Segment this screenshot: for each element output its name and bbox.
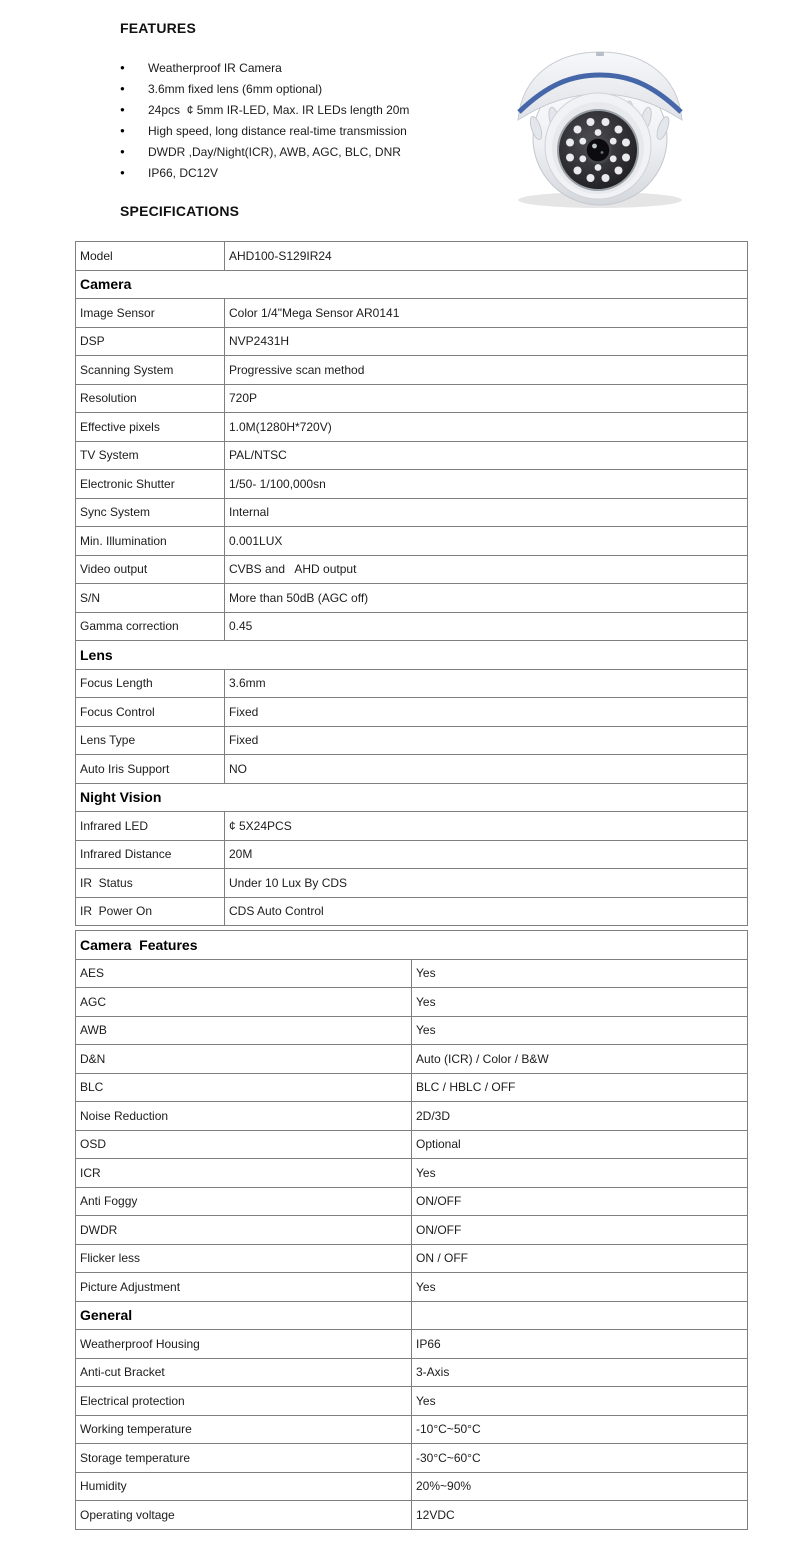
spec-table	[75, 241, 748, 1530]
spec-label: Anti Foggy	[76, 1187, 412, 1216]
spec-value: 2D/3D	[412, 1102, 748, 1131]
spec-label: AWB	[76, 1016, 412, 1045]
spec-row	[76, 812, 748, 841]
section-header-row	[76, 783, 748, 812]
spec-row	[76, 869, 748, 898]
spec-value: Internal	[225, 498, 748, 527]
spec-label: Humidity	[76, 1472, 412, 1501]
spec-label: Picture Adjustment	[76, 1273, 412, 1302]
spec-value: IP66	[412, 1330, 748, 1359]
spec-value: 1/50- 1/100,000sn	[225, 470, 748, 499]
bullet-icon: ●	[120, 104, 125, 114]
spec-label: Focus Length	[76, 669, 225, 698]
feature-text: 24pcs ¢ 5mm IR-LED, Max. IR LEDs length 20m	[148, 102, 410, 117]
spec-label: S/N	[76, 584, 225, 613]
spec-row	[76, 1472, 748, 1501]
spec-value: 1.0M(1280H*720V)	[225, 413, 748, 442]
spec-value: Yes	[412, 1387, 748, 1416]
section-header-row	[76, 1301, 748, 1330]
spec-value: Yes	[412, 1273, 748, 1302]
spec-row	[76, 698, 748, 727]
spec-label: BLC	[76, 1073, 412, 1102]
spec-row	[76, 840, 748, 869]
spec-value: ON/OFF	[412, 1216, 748, 1245]
spec-row	[76, 1244, 748, 1273]
spec-label: Auto Iris Support	[76, 755, 225, 784]
spec-value: CDS Auto Control	[225, 897, 748, 926]
spec-row	[76, 755, 748, 784]
spec-row	[76, 1216, 748, 1245]
product-image	[504, 32, 696, 210]
spec-label: Video output	[76, 555, 225, 584]
spec-value: PAL/NTSC	[225, 441, 748, 470]
spec-label: AES	[76, 959, 412, 988]
spec-value: 0.45	[225, 612, 748, 641]
spec-value: Under 10 Lux By CDS	[225, 869, 748, 898]
spec-row	[76, 1415, 748, 1444]
spec-row	[76, 584, 748, 613]
spec-value: Fixed	[225, 726, 748, 755]
spec-value: Fixed	[225, 698, 748, 727]
spec-label: Anti-cut Bracket	[76, 1358, 412, 1387]
spec-value: -30°C~60°C	[412, 1444, 748, 1473]
spec-value: Progressive scan method	[225, 356, 748, 385]
spec-label: D&N	[76, 1045, 412, 1074]
spec-label: Lens Type	[76, 726, 225, 755]
spec-value: Yes	[412, 988, 748, 1017]
spec-value: BLC / HBLC / OFF	[412, 1073, 748, 1102]
spec-label: TV System	[76, 441, 225, 470]
spec-label: Infrared LED	[76, 812, 225, 841]
spec-label: IR Status	[76, 869, 225, 898]
spec-label: Noise Reduction	[76, 1102, 412, 1131]
features-list	[120, 57, 500, 183]
feature-item	[120, 120, 500, 141]
spec-row	[76, 1273, 748, 1302]
spec-row	[76, 1130, 748, 1159]
section-header-label: Camera Features	[76, 931, 748, 960]
features-title: FEATURES	[120, 20, 197, 36]
section-header-row	[76, 931, 748, 960]
spec-value: NVP2431H	[225, 327, 748, 356]
spec-table-segment-1	[75, 241, 748, 926]
spec-row	[76, 1444, 748, 1473]
spec-row	[76, 413, 748, 442]
spec-value: 720P	[225, 384, 748, 413]
spec-label: IR Power On	[76, 897, 225, 926]
spec-label: Storage temperature	[76, 1444, 412, 1473]
spec-value: Color 1/4"Mega Sensor AR0141	[225, 299, 748, 328]
spec-value: CVBS and AHD output	[225, 555, 748, 584]
spec-row	[76, 669, 748, 698]
spec-label: Gamma correction	[76, 612, 225, 641]
spec-label: Flicker less	[76, 1244, 412, 1273]
spec-row	[76, 1016, 748, 1045]
spec-label: Scanning System	[76, 356, 225, 385]
spec-value: AHD100-S129IR24	[225, 242, 748, 271]
section-header-row	[76, 641, 748, 670]
spec-row	[76, 327, 748, 356]
spec-label: OSD	[76, 1130, 412, 1159]
section-header-label: Camera	[76, 270, 748, 299]
spec-table-segment-2	[75, 930, 748, 1530]
spec-value: ¢ 5X24PCS	[225, 812, 748, 841]
spec-row	[76, 527, 748, 556]
spec-row	[76, 1159, 748, 1188]
spec-row	[76, 612, 748, 641]
section-header-label: Lens	[76, 641, 748, 670]
spec-row	[76, 1102, 748, 1131]
bullet-icon: ●	[120, 125, 125, 135]
spec-value: Optional	[412, 1130, 748, 1159]
spec-value: NO	[225, 755, 748, 784]
spec-row	[76, 498, 748, 527]
spec-label: AGC	[76, 988, 412, 1017]
bullet-icon: ●	[120, 83, 125, 93]
feature-text: 3.6mm fixed lens (6mm optional)	[148, 81, 323, 96]
spec-label: Effective pixels	[76, 413, 225, 442]
spec-value: ON/OFF	[412, 1187, 748, 1216]
spec-label: Working temperature	[76, 1415, 412, 1444]
spec-value: 0.001LUX	[225, 527, 748, 556]
bullet-icon: ●	[120, 146, 125, 156]
spec-value: Yes	[412, 959, 748, 988]
spec-label: Model	[76, 242, 225, 271]
dome-camera-illustration	[504, 32, 696, 210]
spec-label: Infrared Distance	[76, 840, 225, 869]
spec-value: -10°C~50°C	[412, 1415, 748, 1444]
spec-label: Resolution	[76, 384, 225, 413]
spec-row	[76, 1073, 748, 1102]
feature-item	[120, 99, 500, 120]
spec-value: Auto (ICR) / Color / B&W	[412, 1045, 748, 1074]
spec-value: 3-Axis	[412, 1358, 748, 1387]
spec-row	[76, 726, 748, 755]
spec-value: Yes	[412, 1016, 748, 1045]
feature-item	[120, 162, 500, 183]
spec-row	[76, 988, 748, 1017]
spec-label: DSP	[76, 327, 225, 356]
spec-row	[76, 1330, 748, 1359]
spec-label: Electrical protection	[76, 1387, 412, 1416]
spec-value: ON / OFF	[412, 1244, 748, 1273]
spec-row	[76, 441, 748, 470]
spec-label: Weatherproof Housing	[76, 1330, 412, 1359]
feature-item	[120, 141, 500, 162]
feature-text: High speed, long distance real-time transmission	[148, 123, 407, 138]
spec-label: Operating voltage	[76, 1501, 412, 1530]
feature-text: DWDR ,Day/Night(ICR), AWB, AGC, BLC, DNR	[148, 144, 401, 159]
spec-label: Sync System	[76, 498, 225, 527]
spec-label: ICR	[76, 1159, 412, 1188]
spec-value: 20%~90%	[412, 1472, 748, 1501]
spec-row	[76, 242, 748, 271]
feature-text: Weatherproof IR Camera	[148, 60, 282, 75]
spec-label: Electronic Shutter	[76, 470, 225, 499]
specifications-title: SPECIFICATIONS	[120, 203, 240, 219]
feature-text: IP66, DC12V	[148, 165, 219, 180]
spec-label: Min. Illumination	[76, 527, 225, 556]
spec-row	[76, 384, 748, 413]
spec-value: More than 50dB (AGC off)	[225, 584, 748, 613]
feature-item	[120, 78, 500, 99]
spec-value: 12VDC	[412, 1501, 748, 1530]
spec-label: Image Sensor	[76, 299, 225, 328]
spec-value: Yes	[412, 1159, 748, 1188]
spec-row	[76, 1045, 748, 1074]
spec-label: DWDR	[76, 1216, 412, 1245]
spec-row	[76, 1358, 748, 1387]
section-header-label: General	[76, 1301, 412, 1330]
spec-value: 3.6mm	[225, 669, 748, 698]
spec-row	[76, 1187, 748, 1216]
spec-row	[76, 897, 748, 926]
spec-row	[76, 1387, 748, 1416]
spec-label: Focus Control	[76, 698, 225, 727]
spec-row	[76, 1501, 748, 1530]
spec-row	[76, 959, 748, 988]
spec-row	[76, 470, 748, 499]
bullet-icon: ●	[120, 62, 125, 72]
section-header-empty-cell	[412, 1301, 748, 1330]
feature-item	[120, 57, 500, 78]
spec-value: 20M	[225, 840, 748, 869]
section-header-row	[76, 270, 748, 299]
bullet-icon: ●	[120, 167, 125, 177]
spec-row	[76, 356, 748, 385]
spec-row	[76, 299, 748, 328]
section-header-label: Night Vision	[76, 783, 748, 812]
spec-row	[76, 555, 748, 584]
